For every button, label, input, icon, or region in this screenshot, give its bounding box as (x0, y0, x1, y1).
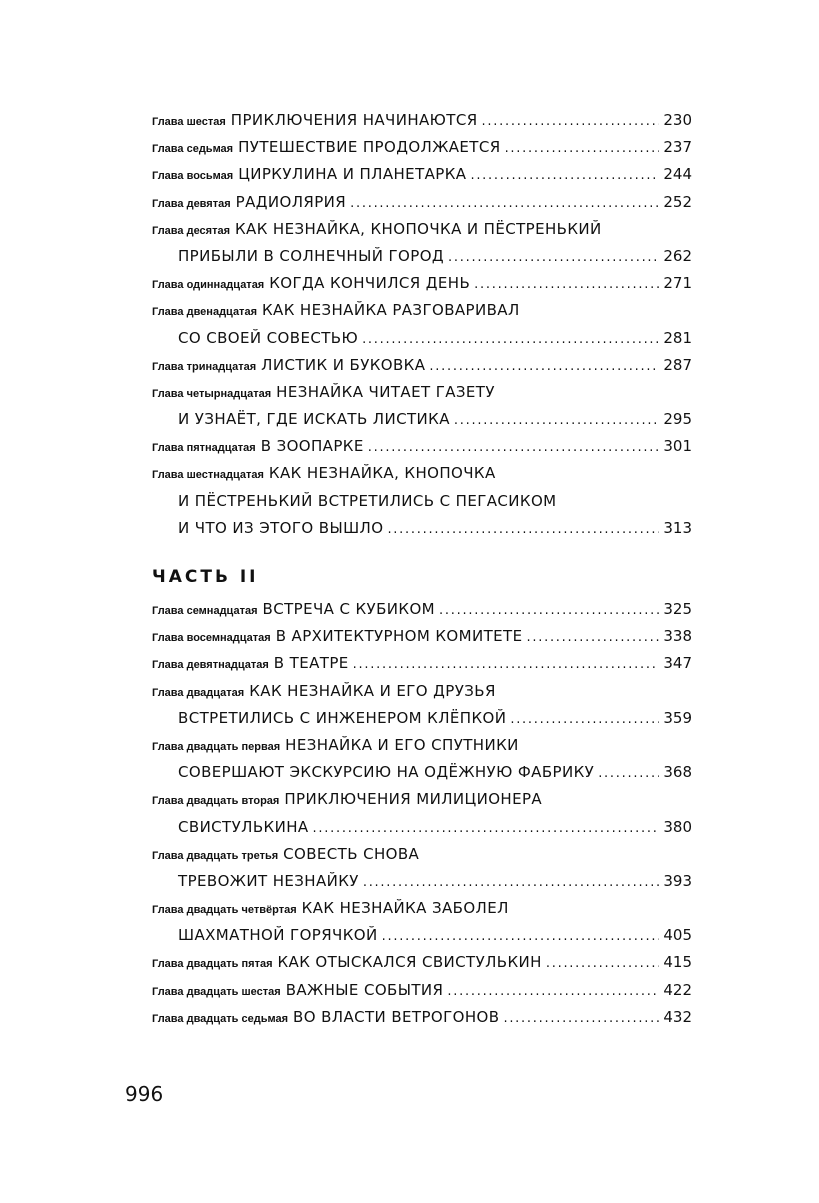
chapter-label: Глава тринадцатая (152, 360, 257, 373)
chapter-title: КАК НЕЗНАЙКА ЗАБОЛЕЛ (301, 899, 509, 918)
toc-line (152, 433, 692, 460)
chapter-title: КАК ОТЫСКАЛСЯ СВИСТУЛЬКИН (277, 953, 542, 972)
toc-entry (152, 297, 692, 351)
chapter-title: СО СВОЕЙ СОВЕСТЬЮ (178, 328, 359, 347)
toc-entry (152, 1004, 692, 1031)
chapter-label: Глава четырнадцатая (152, 387, 272, 400)
toc-line (152, 977, 692, 1004)
dot-leader (598, 760, 659, 787)
dot-leader (439, 597, 659, 624)
dot-leader (546, 950, 660, 977)
chapter-title: СВИСТУЛЬКИНА (178, 817, 309, 836)
chapter-title: ШАХМАТНОЙ ГОРЯЧКОЙ (178, 926, 378, 945)
chapter-page-number: 422 (663, 980, 692, 999)
toc-line (152, 705, 692, 732)
dot-leader (454, 407, 659, 434)
toc-line (152, 596, 692, 623)
toc-entry (152, 949, 692, 976)
dot-leader (429, 353, 659, 380)
toc-line (152, 243, 692, 270)
chapter-title: РАДИОЛЯРИЯ (235, 192, 347, 211)
toc-entry (152, 134, 692, 161)
toc-line (152, 814, 692, 841)
toc-entry (152, 433, 692, 460)
chapter-label: Глава двадцать третья (152, 849, 279, 862)
dot-leader (503, 1005, 659, 1032)
chapter-page-number: 393 (663, 871, 692, 890)
chapter-label: Глава двадцать шестая (152, 985, 281, 998)
chapter-label: Глава двадцать четвёртая (152, 904, 297, 917)
chapter-page-number: 359 (663, 708, 692, 727)
chapter-title: ПУТЕШЕСТВИЕ ПРОДОЛЖАЕТСЯ (238, 138, 501, 157)
chapter-page-number: 230 (663, 111, 692, 129)
toc-line (152, 841, 692, 868)
dot-leader (382, 923, 660, 950)
toc-part-1 (152, 107, 692, 542)
toc-line (152, 895, 692, 922)
chapter-label: Глава семнадцатая (152, 605, 258, 617)
dot-leader (505, 135, 660, 162)
chapter-title: ЦИРКУЛИНА И ПЛАНЕТАРКА (238, 165, 467, 184)
chapter-title: В АРХИТЕКТУРНОМ КОМИТЕТЕ (275, 627, 523, 646)
dot-leader (350, 190, 659, 217)
chapter-title: КАК НЕЗНАЙКА, КНОПОЧКА (268, 464, 496, 483)
toc-line (152, 270, 692, 297)
chapter-title: КАК НЕЗНАЙКА РАЗГОВАРИВАЛ (261, 301, 520, 320)
chapter-label: Глава десятая (152, 224, 230, 237)
toc-line (152, 134, 692, 161)
toc-line (152, 488, 692, 515)
toc-line (152, 949, 692, 976)
toc-line (152, 107, 692, 134)
chapter-page-number: 237 (663, 138, 692, 157)
toc-line (152, 759, 692, 786)
chapter-label: Глава восемнадцатая (152, 632, 271, 645)
dot-leader (313, 815, 660, 842)
toc-line (152, 352, 692, 379)
dot-leader (447, 978, 659, 1005)
dot-leader (470, 162, 659, 189)
toc-entry (152, 732, 692, 786)
chapter-title: ТРЕВОЖИТ НЕЗНАЙКУ (178, 871, 359, 890)
chapter-label: Глава шестая (152, 116, 226, 128)
chapter-label: Глава одиннадцатая (152, 279, 265, 292)
chapter-title: СОВЕСТЬ СНОВА (283, 844, 420, 863)
chapter-title: НЕЗНАЙКА ЧИТАЕТ ГАЗЕТУ (276, 382, 495, 401)
chapter-title: И ПЁСТРЕНЬКИЙ ВСТРЕТИЛИСЬ С ПЕГАСИКОМ (178, 491, 557, 510)
toc-entry (152, 786, 692, 840)
toc-line (152, 379, 692, 406)
chapter-title: ВО ВЛАСТИ ВЕТРОГОНОВ (293, 1007, 500, 1026)
chapter-page-number: 295 (663, 410, 692, 429)
chapter-title: ВСТРЕТИЛИСЬ С ИНЖЕНЕРОМ КЛЁПКОЙ (178, 708, 507, 727)
toc-entry (152, 841, 692, 895)
dot-leader (510, 706, 659, 733)
toc-line (152, 297, 692, 324)
dot-leader (368, 434, 660, 461)
chapter-page-number: 313 (663, 518, 692, 537)
toc-entry (152, 379, 692, 433)
dot-leader (387, 516, 659, 543)
toc-line (152, 161, 692, 188)
toc-line (152, 868, 692, 895)
chapter-page-number: 368 (663, 763, 692, 782)
chapter-page-number: 287 (663, 355, 692, 374)
dot-leader (474, 271, 659, 298)
chapter-label: Глава двадцатая (152, 686, 245, 699)
toc-line (152, 786, 692, 813)
toc-line (152, 922, 692, 949)
toc-entry (152, 650, 692, 677)
toc-entry (152, 596, 692, 623)
chapter-page-number: 347 (663, 654, 692, 673)
chapter-label: Глава восьмая (152, 170, 234, 183)
chapter-title: В ТЕАТРЕ (273, 654, 349, 673)
chapter-label: Глава седьмая (152, 143, 234, 156)
chapter-label: Глава двадцать седьмая (152, 1012, 289, 1025)
chapter-title: КАК НЕЗНАЙКА, КНОПОЧКА И ПЁСТРЕНЬКИЙ (235, 219, 602, 238)
toc-entry (152, 270, 692, 297)
toc-entry (152, 895, 692, 949)
chapter-title: КОГДА КОНЧИЛСЯ ДЕНЬ (269, 274, 471, 293)
dot-leader (363, 869, 660, 896)
chapter-page-number: 325 (663, 600, 692, 618)
chapter-label: Глава двадцать пятая (152, 958, 273, 971)
chapter-page-number: 301 (663, 437, 692, 456)
chapter-title: ЛИСТИК И БУКОВКА (261, 355, 426, 374)
chapter-title: ПРИБЫЛИ В СОЛНЕЧНЫЙ ГОРОД (178, 246, 445, 265)
toc-entry (152, 189, 692, 216)
chapter-page-number: 432 (663, 1007, 692, 1026)
toc-entry (152, 460, 692, 542)
chapter-label: Глава пятнадцатая (152, 442, 256, 455)
toc-entry (152, 977, 692, 1004)
toc-line (152, 623, 692, 650)
chapter-page-number: 244 (663, 165, 692, 184)
chapter-label: Глава девятая (152, 197, 231, 210)
chapter-label: Глава шестнадцатая (152, 469, 264, 482)
chapter-title: ПРИКЛЮЧЕНИЯ МИЛИЦИОНЕРА (284, 790, 543, 809)
table-of-contents (152, 107, 692, 1031)
toc-line (152, 325, 692, 352)
chapter-page-number: 281 (663, 328, 692, 347)
toc-line (152, 732, 692, 759)
toc-line (152, 460, 692, 487)
dot-leader (448, 244, 659, 271)
toc-entry (152, 678, 692, 732)
toc-entry (152, 623, 692, 650)
chapter-page-number: 338 (663, 627, 692, 646)
chapter-page-number: 262 (663, 246, 692, 265)
chapter-title: И ЧТО ИЗ ЭТОГО ВЫШЛО (178, 518, 384, 537)
toc-line (152, 1004, 692, 1031)
page-number: 996 (125, 1082, 164, 1106)
chapter-page-number: 415 (663, 953, 692, 972)
toc-line (152, 406, 692, 433)
chapter-page-number: 252 (663, 192, 692, 211)
chapter-page-number: 271 (663, 274, 692, 293)
chapter-title: КАК НЕЗНАЙКА И ЕГО ДРУЗЬЯ (249, 681, 496, 700)
toc-line (152, 515, 692, 542)
chapter-page-number: 380 (663, 817, 692, 836)
toc-line (152, 650, 692, 677)
toc-part-2 (152, 596, 692, 1031)
toc-entry (152, 352, 692, 379)
chapter-label: Глава двадцать вторая (152, 795, 280, 808)
toc-entry (152, 107, 692, 134)
chapter-title: В ЗООПАРКЕ (260, 437, 364, 456)
dot-leader (353, 651, 660, 678)
chapter-title: СОВЕРШАЮТ ЭКСКУРСИЮ НА ОДЁЖНУЮ ФАБРИКУ (178, 763, 595, 782)
toc-entry (152, 216, 692, 270)
toc-entry (152, 161, 692, 188)
toc-line (152, 189, 692, 216)
chapter-page-number: 405 (663, 926, 692, 945)
chapter-title: ВАЖНЫЕ СОБЫТИЯ (285, 980, 444, 999)
part-heading: ЧАСТЬ II (152, 567, 259, 587)
toc-line (152, 678, 692, 705)
chapter-label: Глава двадцать первая (152, 740, 281, 753)
chapter-title: И УЗНАЁТ, ГДЕ ИСКАТЬ ЛИСТИКА (178, 410, 450, 429)
toc-line (152, 216, 692, 243)
chapter-label: Глава девятнадцатая (152, 659, 269, 672)
dot-leader (482, 108, 660, 135)
chapter-title: НЕЗНАЙКА И ЕГО СПУТНИКИ (285, 735, 519, 754)
chapter-title: ВСТРЕЧА С КУБИКОМ (262, 600, 436, 618)
chapter-title: ПРИКЛЮЧЕНИЯ НАЧИНАЮТСЯ (230, 111, 478, 129)
dot-leader (362, 326, 659, 353)
dot-leader (526, 624, 659, 651)
chapter-label: Глава двенадцатая (152, 306, 257, 319)
